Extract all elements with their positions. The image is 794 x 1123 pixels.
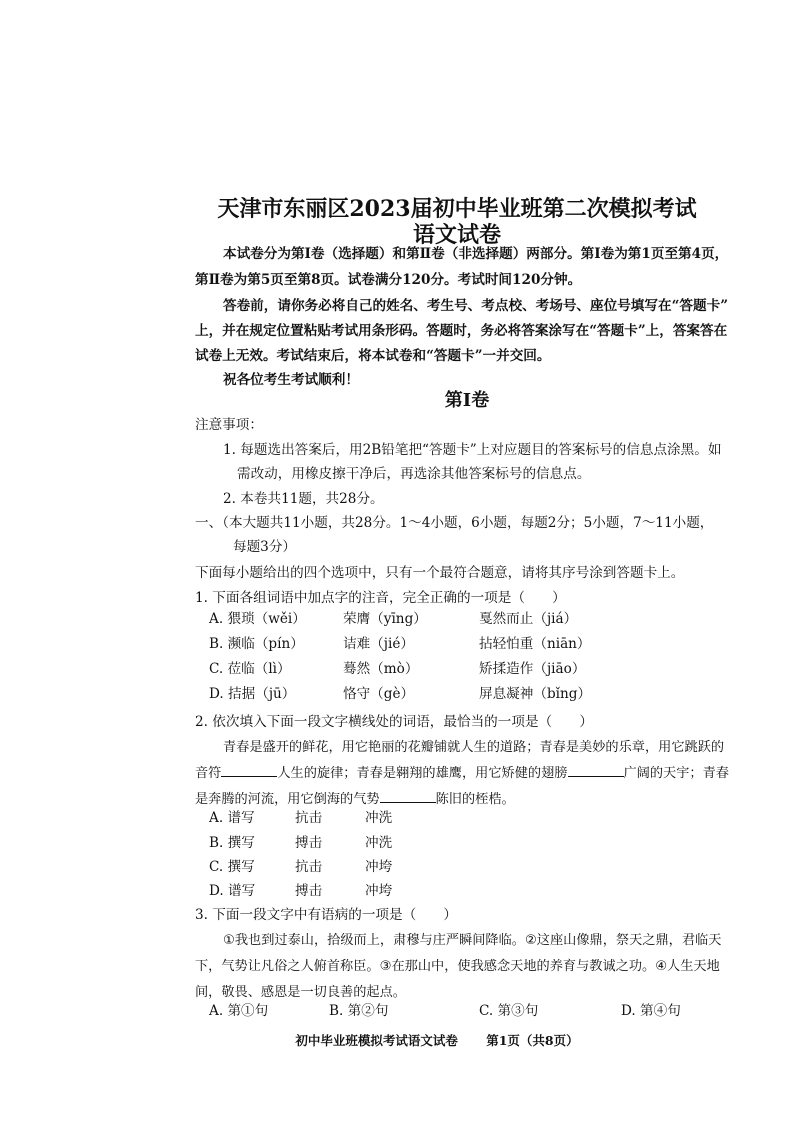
part-one-header-line-1: 一、（本大题共11小题，共28分。1～4小题，6小题，每题2分；5小题，7～11小题， [195, 515, 714, 531]
option-d-word-3: 屏息凝神（bǐng） [479, 686, 592, 702]
part-one-header-line-2: 每题3分） [233, 539, 297, 555]
answer-blank-3 [380, 789, 436, 803]
passage-line-2 [195, 761, 761, 787]
option-c-word-1: C. 莅临（lì） [209, 661, 291, 677]
passage-line-3 [195, 787, 761, 813]
section-title: 第Ⅰ卷 [444, 390, 490, 411]
option-d-word-1: D. 拮据（jū） [209, 686, 296, 702]
question-1-stem: 1. 下面各组词语中加点字的注音，完全正确的一项是（ ） [195, 590, 566, 606]
answer-blank-2 [568, 763, 624, 777]
part-one-instruction: 下面每小题给出的四个选项中，只有一个最符合题意，请将其序号涂到答题卡上。 [195, 565, 685, 581]
option-d: D. 第④句 [621, 1003, 681, 1019]
passage-line-2: 下，气势让凡俗之人俯首称臣。③在那山中，使我感念天地的养育与教诚之功。④人生天地 [195, 959, 720, 974]
intro-paragraph-2-line-1: 答卷前，请你务必将自己的姓名、考生号、考点校、考场号、座位号填写在“答题卡” [223, 298, 729, 314]
option-a-word-1: A. 谱写 [209, 810, 255, 826]
intro-paragraph-2-line-2: 上，并在规定位置粘贴考试用条形码。答题时，务必将答案涂写在“答题卡”上，答案答在 [195, 323, 728, 339]
passage-line-1: ①我也到过泰山，拾级而上，肃穆与庄严瞬间降临。②这座山像鼎，祭天之鼎，君临天 [223, 933, 722, 948]
notice-item-1-line-2: 需改动，用橡皮擦干净后，再选涂其他答案标号的信息点。 [237, 466, 591, 482]
option-a-word-2: 抗击 [295, 810, 323, 826]
option-a-word-1: A. 猥琐（wěi） [209, 611, 306, 627]
footer-page-number: 第1页（共8页） [486, 1033, 579, 1048]
option-b-word-2: 搏击 [295, 835, 323, 851]
exam-title: 天津市东丽区2023届初中毕业班第二次模拟考试 [217, 196, 697, 222]
answer-blank-1 [221, 763, 277, 777]
passage-text: 是奔腾的河流，用它倒海的气势 [195, 792, 380, 807]
option-b-word-1: B. 濒临（pín） [209, 636, 304, 652]
option-b-word-1: B. 撰写 [209, 835, 255, 851]
notice-title: 注意事项： [195, 417, 263, 433]
option-a: A. 第①句 [209, 1003, 269, 1019]
option-d-word-2: 搏击 [295, 883, 323, 899]
footer-exam-name: 初中毕业班模拟考试语文试卷 [295, 1033, 458, 1048]
option-d-word-1: D. 谱写 [209, 883, 256, 899]
option-b-word-2: 诘难（jié） [343, 636, 414, 652]
option-d-word-2: 恪守（gè） [343, 686, 415, 702]
option-a-word-3: 戛然而止（jiá） [479, 611, 578, 627]
option-b-word-3: 拈轻怕重（niān） [479, 636, 591, 652]
option-c-word-2: 抗击 [295, 859, 323, 875]
question-3-passage [195, 928, 761, 1006]
option-c-word-3: 矫揉造作（jiāo） [479, 661, 586, 677]
intro-paragraph-1-line-1: 本试卷分为第Ⅰ卷（选择题）和第Ⅱ卷（非选择题）两部分。第Ⅰ卷为第1页至第4页， [223, 246, 729, 262]
question-2-passage [195, 735, 761, 813]
page-footer [0, 1031, 794, 1049]
notice-item-2: 2. 本卷共11题，共28分。 [223, 491, 384, 507]
option-c-word-3: 冲垮 [365, 859, 393, 875]
passage-text: 广阔的天宇；青春 [623, 766, 729, 781]
passage-text: 陈旧的桎梏。 [435, 792, 515, 807]
option-a-word-2: 荣膺（yīng） [343, 611, 427, 627]
intro-wish: 祝各位考生考试顺利！ [223, 372, 359, 388]
intro-paragraph-1-line-2: 第Ⅱ卷为第5页至第8页。试卷满分120分。考试时间120分钟。 [195, 272, 582, 288]
option-b-word-3: 冲洗 [365, 835, 393, 851]
passage-line-3: 间，敬畏、感恩是一切良善的起点。 [195, 985, 406, 1000]
option-d-word-3: 冲垮 [365, 883, 393, 899]
option-c-word-2: 蓦然（mò） [343, 661, 419, 677]
notice-item-1-line-1: 1. 每题选出答案后，用2B铅笔把“答题卡”上对应题目的答案标号的信息点涂黑。如 [223, 442, 722, 458]
passage-line-1: 青春是盛开的鲜花，用它艳丽的花瓣铺就人生的道路；青春是美妙的乐章，用它跳跃的 [223, 740, 725, 755]
passage-text: 人生的旋律；青春是翱翔的雄鹰，用它矫健的翅膀 [277, 766, 568, 781]
option-c: C. 第③句 [479, 1003, 539, 1019]
option-c-word-1: C. 撰写 [209, 859, 255, 875]
exam-subtitle: 语文试卷 [412, 222, 501, 248]
option-a-word-3: 冲洗 [365, 810, 393, 826]
question-2-stem: 2. 依次填入下面一段文字横线处的词语，最恰当的一项是（ ） [195, 714, 593, 730]
passage-text: 音符 [195, 766, 222, 781]
intro-paragraph-2-line-3: 试卷上无效。考试结束后，将本试卷和“答题卡”一并交回。 [195, 348, 551, 364]
option-b: B. 第②句 [329, 1003, 389, 1019]
question-3-stem: 3. 下面一段文字中有语病的一项是（ ） [195, 907, 457, 923]
